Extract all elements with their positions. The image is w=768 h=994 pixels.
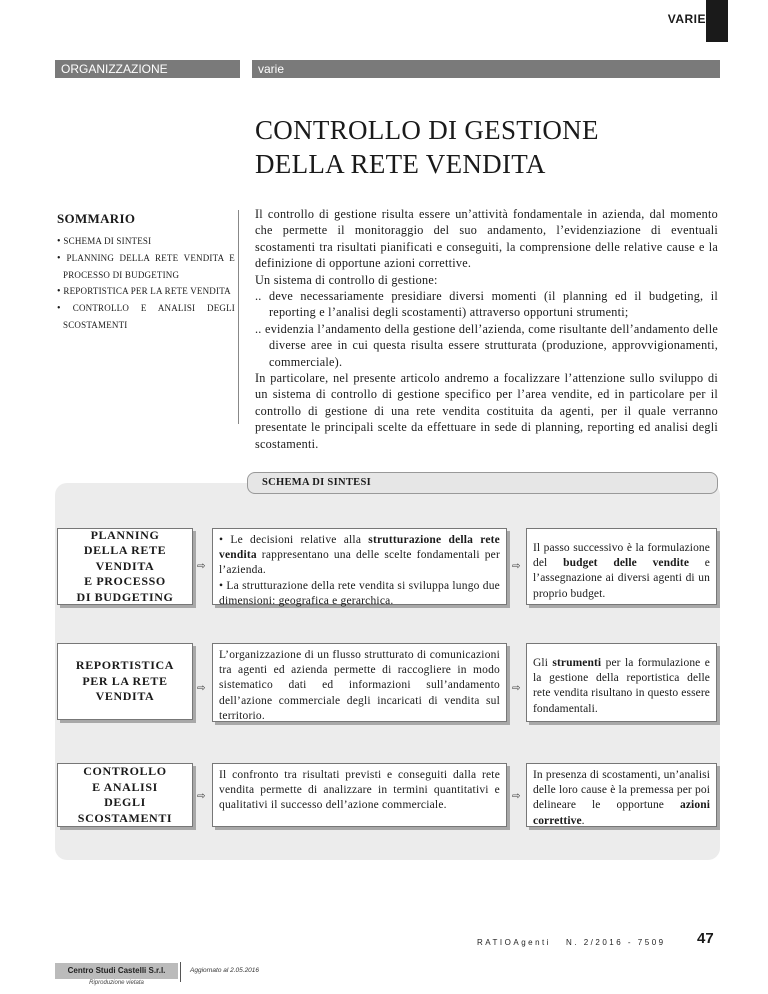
- column-divider: [238, 210, 239, 424]
- planning-outcome: [526, 528, 717, 605]
- controllo-label-line: SCOSTAMENTI: [77, 810, 173, 825]
- planning-box: [57, 528, 193, 605]
- sommario-item[interactable]: • PLANNING DELLA RETE VENDITA E PROCESSO DI BUDGETING: [57, 250, 235, 283]
- outcome-text: e l’assegnazione ai diversi agenti di un proprio budget.: [533, 557, 710, 600]
- arrow-right-icon: ⇨: [512, 683, 521, 694]
- outcome-bold: azioni correttive: [533, 799, 710, 827]
- planning-description: [212, 528, 507, 605]
- outcome-bold: budget delle vendite: [563, 557, 690, 570]
- reproduction-notice: Riproduzione vietata: [89, 980, 144, 986]
- article-title: [255, 113, 599, 181]
- controllo-label-line: DEGLI: [104, 795, 146, 809]
- controllo-outcome: [526, 763, 717, 827]
- footer-divider: [180, 962, 181, 982]
- updated-date: Aggiornato al 2.05.2016: [190, 967, 260, 974]
- outcome-bold: strumenti: [552, 657, 602, 669]
- reportistica-label-line: VENDITA: [95, 689, 155, 704]
- sommario-item[interactable]: • SCHEMA DI SINTESI: [57, 233, 235, 250]
- desc-text: Il confronto tra risultati previsti e conseguiti dalla rete vendita permette di analizzare in termini quantitativi e qualitativi il successo dell’azione commerciale.: [219, 769, 500, 812]
- sommario-heading: SOMMARIO: [57, 211, 136, 226]
- planning-label-line: VENDITA: [95, 558, 155, 573]
- publisher-logo: Centro Studi Castelli S.r.l.: [55, 963, 178, 979]
- desc-text: rappresentano una delle scelte fondamentali per l’azienda.: [219, 549, 500, 577]
- controllo-box: [57, 763, 193, 827]
- page-number: 47: [697, 930, 714, 947]
- desc-bold: strutturazione della rete vendita: [219, 534, 500, 562]
- controllo-label-line: CONTROLLO: [83, 764, 167, 778]
- outcome-text: per la formulazione e la gestione della reportistica delle rete vendita risultano in questo essere fondamentali.: [533, 657, 710, 715]
- reportistica-label-line: REPORTISTICA: [75, 658, 175, 673]
- planning-label-line: DI BUDGETING: [76, 589, 174, 604]
- sommario-list: [57, 233, 235, 333]
- title-line-1: CONTROLLO DI GESTIONE: [255, 115, 599, 145]
- arrow-right-icon: ⇨: [197, 791, 206, 802]
- intro-text: [255, 206, 718, 452]
- intro-paragraph: Il controllo di gestione risulta essere un’attività fondamentale in azienda, dal momento che permette il monitoraggio del suo andamento, l’evidenziazione di eventuali scostamenti tra risultati pianificati e conseguiti, la comprensione delle relative cause e la definizione di opportune azioni correttive.: [255, 207, 718, 271]
- outcome-text: .: [581, 814, 585, 827]
- sommario-item[interactable]: • CONTROLLO E ANALISI DEGLI SCOSTAMENTI: [57, 300, 235, 333]
- arrow-right-icon: ⇨: [197, 561, 206, 572]
- planning-label-line: DELLA RETE: [83, 543, 167, 558]
- planning-label-line: PLANNING: [90, 527, 160, 542]
- outcome-text: Gli: [533, 657, 553, 669]
- intro-bullet: .. deve necessariamente presidiare diversi momenti (il planning ed il budgeting, il reporting e l’analisi degli scostamenti) attraverso opportuni strumenti;: [255, 289, 718, 320]
- arrow-right-icon: ⇨: [197, 683, 206, 694]
- intro-paragraph: Un sistema di controllo di gestione:: [255, 272, 438, 287]
- intro-paragraph: In particolare, nel presente articolo andremo a focalizzare l’attenzione sullo sviluppo di un sistema di controllo di gestione specifico per l’area vendite, ed in particolare per il controllo di gestione di una rete vendita costituita da agenti, per il quale verranno presentate le principali scelte da effettuare in sede di planning, reporting ed analisi degli scostamenti.: [255, 371, 718, 451]
- outcome-text: In presenza di scostamenti, un’analisi delle loro cause è la premessa per poi delineare le opportune: [533, 769, 710, 812]
- reportistica-label-line: PER LA RETE: [82, 673, 168, 688]
- title-line-2: DELLA RETE VENDITA: [255, 149, 546, 179]
- desc-text: L’organizzazione di un flusso strutturato di comunicazioni tra agenti ed azienda permette di raccogliere in modo sistematico dati ed informazioni sull’andamento dell’azione commerciale degli incaricati di vendita sul territorio.: [219, 649, 500, 722]
- category-bar: ORGANIZZAZIONE: [55, 60, 240, 78]
- sommario-item[interactable]: • REPORTISTICA PER LA RETE VENDITA: [57, 283, 235, 300]
- desc-text: • La strutturazione della rete vendita si sviluppa lungo due dimensioni: geografica e gerarchica.: [219, 579, 500, 607]
- section-tag: VARIE: [667, 12, 706, 26]
- reportistica-outcome: [526, 643, 717, 722]
- planning-label-line: E PROCESSO: [84, 574, 166, 589]
- reportistica-box: [57, 643, 193, 720]
- schema-heading: SCHEMA DI SINTESI: [247, 472, 718, 494]
- controllo-label-line: E ANALISI: [92, 779, 158, 794]
- outcome-text: Il passo successivo è la formulazione del: [533, 542, 710, 570]
- reportistica-description: [212, 643, 507, 722]
- arrow-right-icon: ⇨: [512, 561, 521, 572]
- section-marker: [706, 0, 728, 42]
- subcategory-bar: varie: [252, 60, 720, 78]
- desc-text: • Le decisioni relative alla: [219, 534, 369, 546]
- controllo-description: [212, 763, 507, 827]
- intro-bullet: .. evidenzia l’andamento della gestione dell’azienda, come risultante dell’andamento delle diverse aree in cui questa risulta essere strutturata (produzione, approvvigionamenti, commerciale).: [255, 321, 718, 369]
- arrow-right-icon: ⇨: [512, 791, 521, 802]
- publication-name: RATIOAgenti: [477, 938, 552, 947]
- issue-number: N. 2/2016 - 7509: [566, 938, 666, 947]
